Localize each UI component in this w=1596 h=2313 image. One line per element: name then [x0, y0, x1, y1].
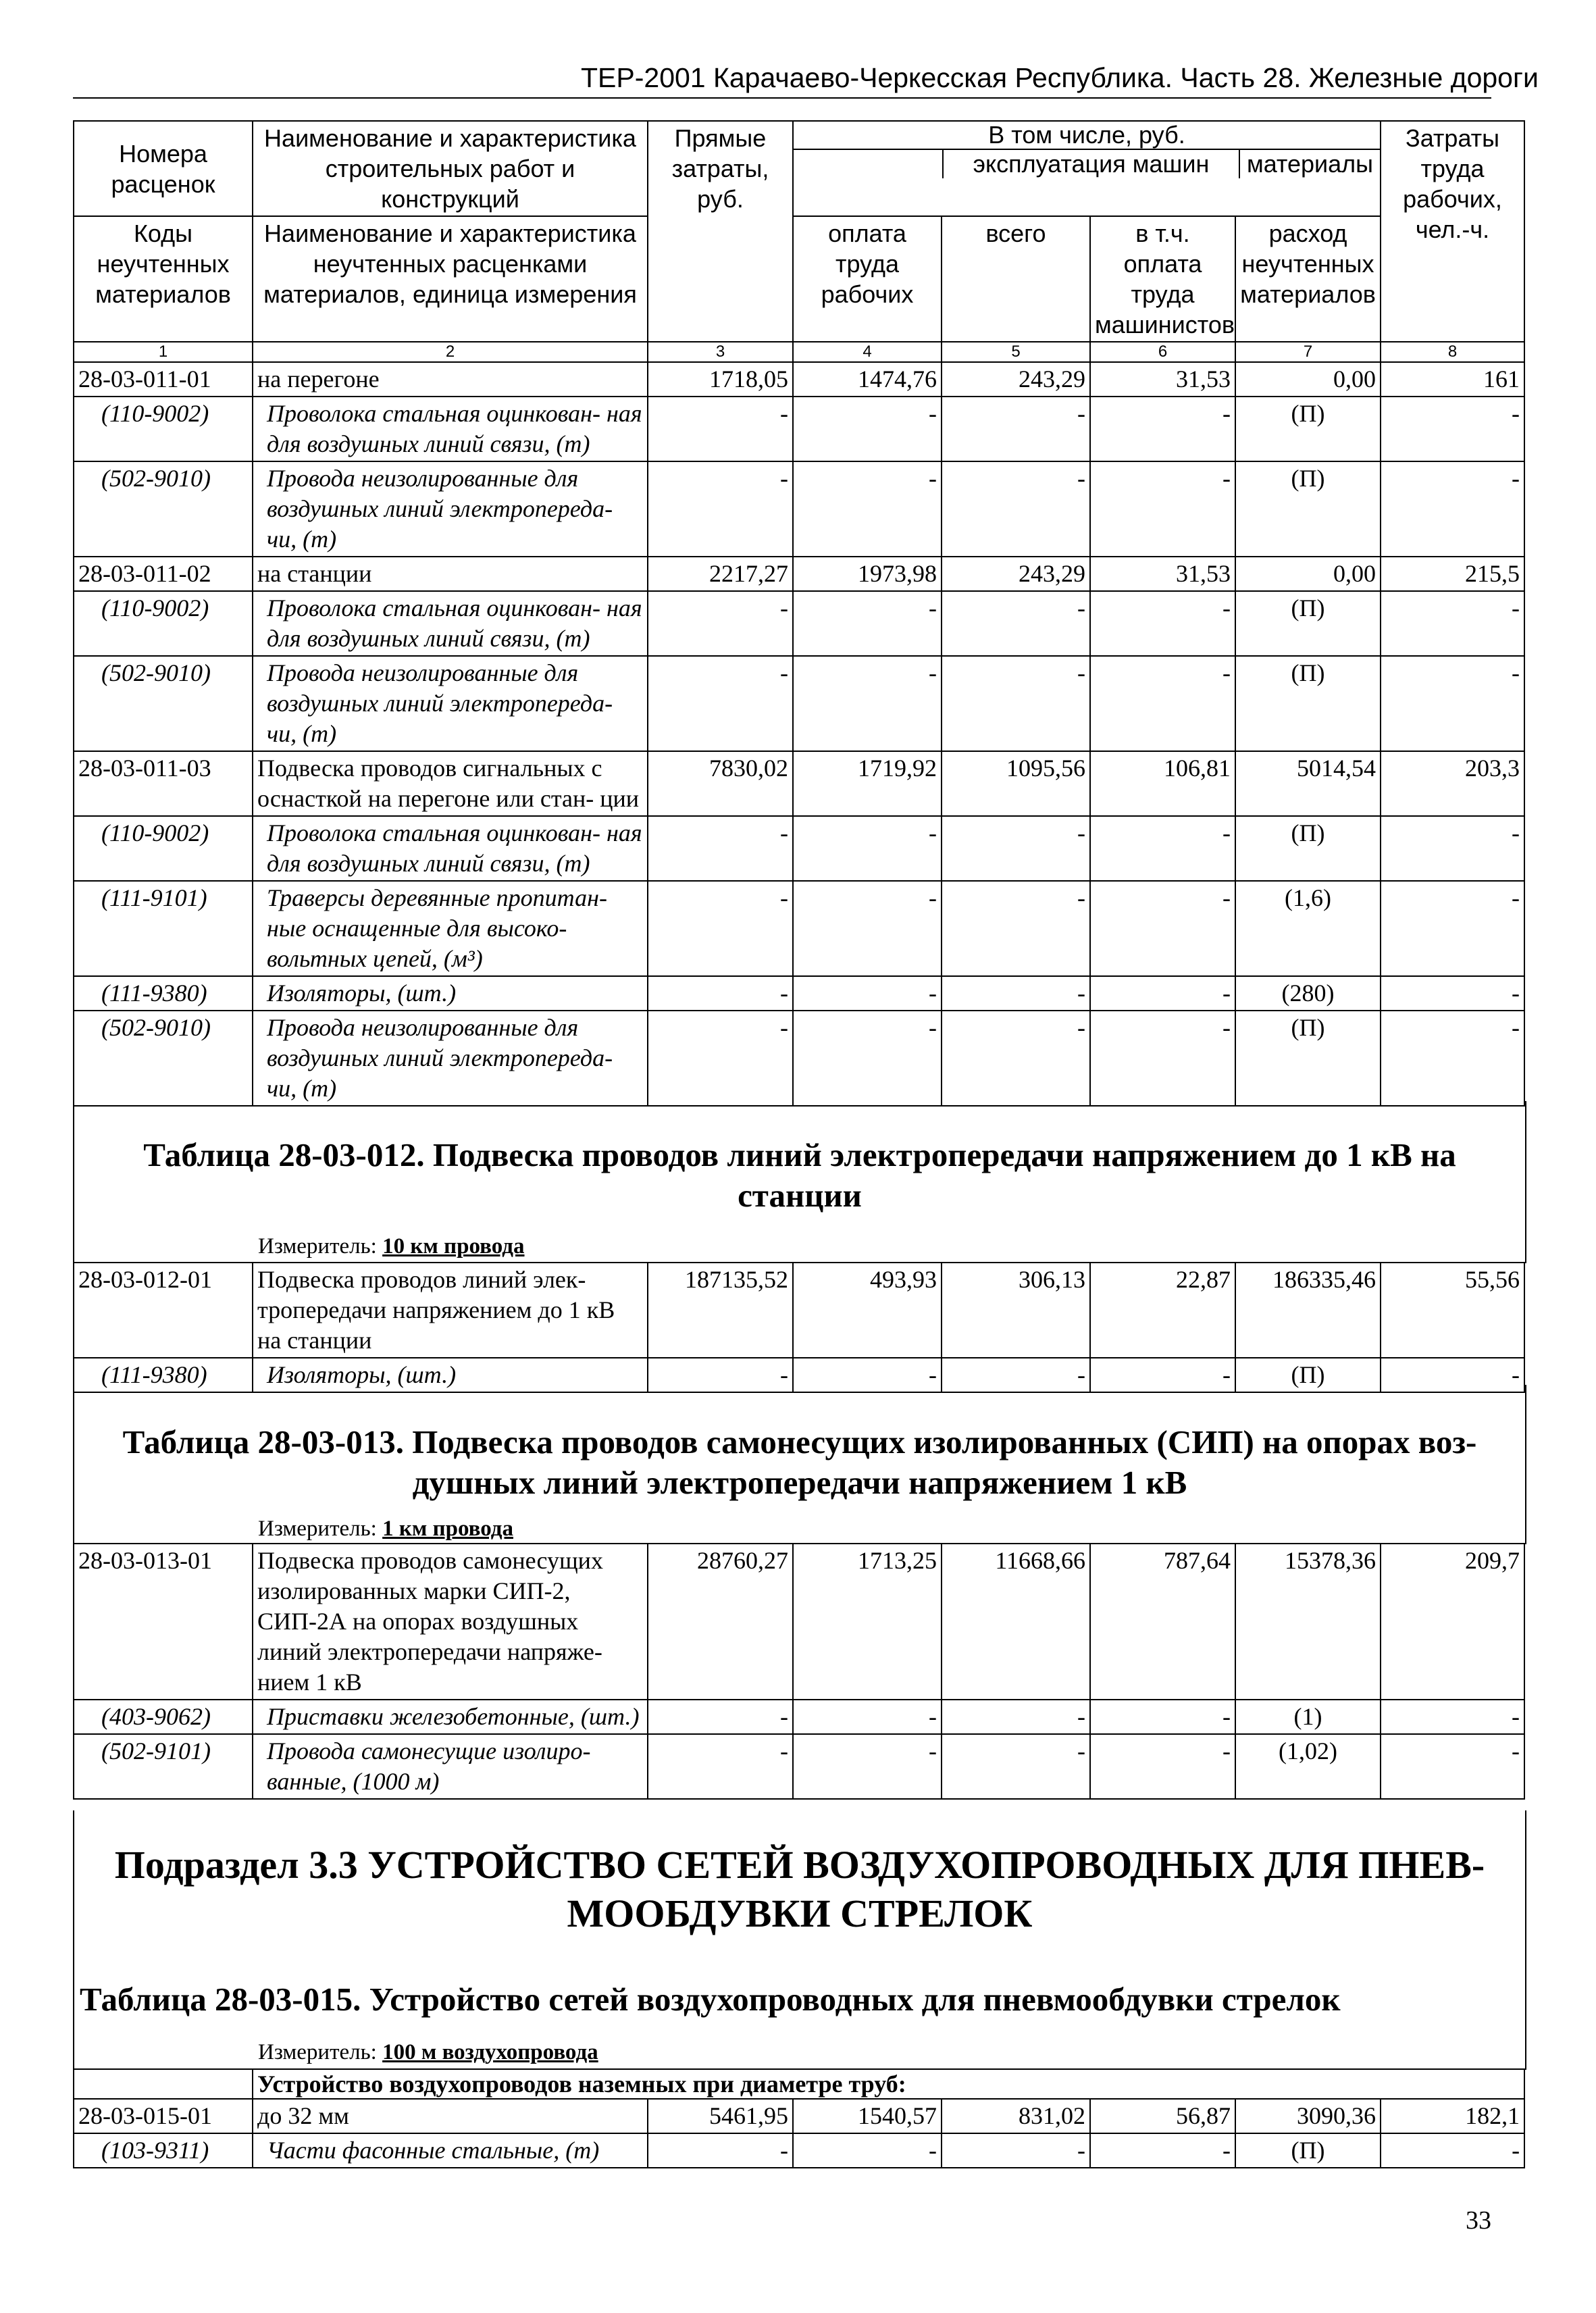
- rate-row: [74, 1544, 1524, 1700]
- material-code: (103-9311): [74, 2133, 253, 2168]
- material-row: [74, 816, 1524, 881]
- value-cell: 11668,66: [942, 1544, 1090, 1700]
- material-row: [74, 591, 1524, 656]
- col-header-material-consumption: расход неучтенных материалов: [1235, 216, 1381, 342]
- value-cell: -: [942, 1734, 1090, 1799]
- material-name: Траверсы деревянные пропитан- ные оснащенные для высоко- вольтных цепей, (м³): [253, 881, 648, 976]
- table-012-title: Таблица 28-03-012. Подвеска проводов линий электропередачи напряжением до 1 кВ на станции: [143, 1136, 1456, 1214]
- table-015: [73, 2068, 1524, 2168]
- value-cell: 1719,92: [793, 751, 942, 816]
- value-cell: -: [1090, 461, 1235, 557]
- col-number: 1: [74, 342, 253, 362]
- value-cell: -: [1090, 1734, 1235, 1799]
- value-cell: -: [793, 1011, 942, 1106]
- table-012-measure: [258, 1233, 524, 1260]
- value-cell: -: [648, 881, 793, 976]
- value-cell: -: [942, 816, 1090, 881]
- work-name: Подвеска проводов линий элек- тропередачи напряжением до 1 кВ на станции: [253, 1263, 648, 1358]
- value-cell: (П): [1235, 656, 1381, 751]
- col-header-wages: оплата труда рабочих: [793, 216, 942, 342]
- value-cell: 0,00: [1235, 557, 1381, 591]
- material-name: Проволока стальная оцинкован- ная для воздушных линий связи, (т): [253, 591, 648, 656]
- value-cell: -: [1090, 2133, 1235, 2168]
- value-cell: (1,02): [1235, 1734, 1381, 1799]
- value-cell: -: [1381, 816, 1524, 881]
- value-cell: -: [1381, 976, 1524, 1011]
- value-cell: -: [648, 1358, 793, 1392]
- work-name: Подвеска проводов сигнальных с оснасткой на перегоне или стан- ции: [253, 751, 648, 816]
- col-header-labor: Затраты труда рабочих, чел.-ч.: [1381, 121, 1524, 342]
- material-code: (502-9101): [74, 1734, 253, 1799]
- value-cell: 1095,56: [942, 751, 1090, 816]
- value-cell: -: [1381, 1700, 1524, 1734]
- col-header-machines: эксплуатация машин: [944, 150, 1240, 178]
- value-cell: (280): [1235, 976, 1381, 1011]
- measure-label: Измеритель:: [258, 1517, 377, 1541]
- value-cell: 203,3: [1381, 751, 1524, 816]
- value-cell: -: [793, 656, 942, 751]
- value-cell: -: [1381, 1011, 1524, 1106]
- rate-row: [74, 557, 1524, 591]
- material-name: Проволока стальная оцинкован- ная для воздушных линий связи, (т): [253, 397, 648, 461]
- rate-row: [74, 751, 1524, 816]
- material-name: Провода неизолированные для воздушных линий электропереда- чи, (т): [253, 461, 648, 557]
- work-name: на перегоне: [253, 362, 648, 397]
- material-row: [74, 2133, 1524, 2168]
- value-cell: (П): [1235, 1011, 1381, 1106]
- measure-label: Измеритель:: [258, 2040, 377, 2064]
- measure-value: 1 км провода: [382, 1517, 513, 1541]
- value-cell: 15378,36: [1235, 1544, 1381, 1700]
- value-cell: -: [648, 1734, 793, 1799]
- value-cell: 1713,25: [793, 1544, 942, 1700]
- value-cell: -: [793, 461, 942, 557]
- value-cell: 3090,36: [1235, 2099, 1381, 2133]
- material-code: (110-9002): [74, 397, 253, 461]
- value-cell: 306,13: [942, 1263, 1090, 1358]
- table-013-header: [73, 1385, 1526, 1544]
- value-cell: 243,29: [942, 362, 1090, 397]
- value-cell: 28760,27: [648, 1544, 793, 1700]
- material-code: (110-9002): [74, 816, 253, 881]
- value-cell: -: [942, 2133, 1090, 2168]
- material-code: (111-9380): [74, 976, 253, 1011]
- value-cell: -: [942, 397, 1090, 461]
- table-015-subheading: Устройство воздухопроводов наземных при диаметре труб:: [253, 2069, 1524, 2099]
- material-name: Провода неизолированные для воздушных линий электропереда- чи, (т): [253, 656, 648, 751]
- col-header-machines-total: всего: [942, 216, 1090, 342]
- value-cell: -: [1090, 1700, 1235, 1734]
- rate-code: 28-03-015-01: [74, 2099, 253, 2133]
- col-header-material-codes: Коды неучтенных материалов: [74, 216, 253, 342]
- table-013-measure: [258, 1515, 513, 1542]
- value-cell: 1973,98: [793, 557, 942, 591]
- subsection-block: [73, 1810, 1526, 2070]
- value-cell: 2217,27: [648, 557, 793, 591]
- material-code: (502-9010): [74, 461, 253, 557]
- value-cell: 186335,46: [1235, 1263, 1381, 1358]
- material-row: [74, 1011, 1524, 1106]
- value-cell: -: [1381, 461, 1524, 557]
- value-cell: (1,6): [1235, 881, 1381, 976]
- value-cell: -: [648, 1011, 793, 1106]
- value-cell: -: [942, 591, 1090, 656]
- col-number: 3: [648, 342, 793, 362]
- value-cell: -: [942, 1011, 1090, 1106]
- value-cell: -: [793, 976, 942, 1011]
- material-code: (502-9010): [74, 656, 253, 751]
- col-header-number: Номера расценок: [74, 121, 253, 216]
- value-cell: -: [1090, 397, 1235, 461]
- col-header-direct-costs: Прямые затраты, руб.: [648, 121, 793, 342]
- value-cell: -: [1090, 656, 1235, 751]
- value-cell: -: [793, 816, 942, 881]
- work-name: Подвеска проводов самонесущих изолированных марки СИП-2, СИП-2А на опорах воздушных линий электропередачи напряже- нием 1 кВ: [253, 1544, 648, 1700]
- col-number: 7: [1235, 342, 1381, 362]
- value-cell: -: [1090, 591, 1235, 656]
- value-cell: -: [648, 816, 793, 881]
- table-013-title: Таблица 28-03-013. Подвеска проводов самонесущих изолированных (СИП) на опорах воз- душных линий электропередачи напряжением 1 кВ: [122, 1423, 1477, 1501]
- value-cell: 31,53: [1090, 557, 1235, 591]
- material-code: (110-9002): [74, 591, 253, 656]
- measure-value: 10 км провода: [382, 1234, 525, 1259]
- value-cell: 55,56: [1381, 1263, 1524, 1358]
- value-cell: -: [648, 976, 793, 1011]
- material-name: Провода неизолированные для воздушных линий электропереда- чи, (т): [253, 1011, 648, 1106]
- value-cell: 1540,57: [793, 2099, 942, 2133]
- table-012-header: [73, 1101, 1526, 1263]
- value-cell: (1): [1235, 1700, 1381, 1734]
- table-015-measure: [258, 2039, 598, 2066]
- value-cell: -: [648, 461, 793, 557]
- material-code: (111-9380): [74, 1358, 253, 1392]
- value-cell: -: [1381, 2133, 1524, 2168]
- value-cell: -: [648, 656, 793, 751]
- material-row: [74, 1734, 1524, 1799]
- material-name: Изоляторы, (шт.): [253, 976, 648, 1011]
- rate-row: [74, 2099, 1524, 2133]
- value-cell: (П): [1235, 1358, 1381, 1392]
- value-cell: -: [1381, 881, 1524, 976]
- value-cell: -: [648, 397, 793, 461]
- material-code: (403-9062): [74, 1700, 253, 1734]
- material-row: [74, 397, 1524, 461]
- material-name: Провода самонесущие изолиро- ванные, (1000 м): [253, 1734, 648, 1799]
- value-cell: 243,29: [942, 557, 1090, 591]
- value-cell: -: [1381, 397, 1524, 461]
- value-cell: -: [648, 2133, 793, 2168]
- value-cell: -: [793, 591, 942, 656]
- value-cell: 493,93: [793, 1263, 942, 1358]
- material-code: (111-9101): [74, 881, 253, 976]
- value-cell: 31,53: [1090, 362, 1235, 397]
- value-cell: -: [1090, 1358, 1235, 1392]
- value-cell: 7830,02: [648, 751, 793, 816]
- col-number: 6: [1090, 342, 1235, 362]
- col-header-operators-wages: в т.ч. оплата труда машинистов: [1090, 216, 1235, 342]
- col-number: 4: [793, 342, 942, 362]
- value-cell: 787,64: [1090, 1544, 1235, 1700]
- value-cell: 209,7: [1381, 1544, 1524, 1700]
- subsection-title: Подраздел 3.3 УСТРОЙСТВО СЕТЕЙ ВОЗДУХОПРОВОДНЫХ ДЛЯ ПНЕВ- МООБДУВКИ СТРЕЛОК: [114, 1843, 1485, 1935]
- material-name: Части фасонные стальные, (т): [253, 2133, 648, 2168]
- value-cell: -: [942, 1700, 1090, 1734]
- material-row: [74, 881, 1524, 976]
- value-cell: -: [648, 1700, 793, 1734]
- material-row: [74, 656, 1524, 751]
- material-row: [74, 976, 1524, 1011]
- value-cell: -: [1090, 1011, 1235, 1106]
- value-cell: -: [793, 1358, 942, 1392]
- rate-code: 28-03-011-01: [74, 362, 253, 397]
- value-cell: -: [793, 397, 942, 461]
- material-name: Приставки железобетонные, (шт.): [253, 1700, 648, 1734]
- value-cell: -: [793, 881, 942, 976]
- measure-label: Измеритель:: [258, 1234, 377, 1259]
- value-cell: -: [1381, 1358, 1524, 1392]
- value-cell: (П): [1235, 591, 1381, 656]
- value-cell: -: [942, 881, 1090, 976]
- value-cell: -: [1090, 816, 1235, 881]
- value-cell: -: [1381, 591, 1524, 656]
- col-header-group: В том числе, руб.: [794, 122, 1380, 150]
- material-code: (502-9010): [74, 1011, 253, 1106]
- col-header-work-name: Наименование и характеристика строительных работ и конструкций: [253, 121, 648, 216]
- rate-code: 28-03-011-02: [74, 557, 253, 591]
- table-012: [73, 1262, 1524, 1393]
- col-header-material-name: Наименование и характеристика неучтенных расценками материалов, единица измерения: [253, 216, 648, 342]
- value-cell: -: [1381, 1734, 1524, 1799]
- material-name: Изоляторы, (шт.): [253, 1358, 648, 1392]
- value-cell: (П): [1235, 461, 1381, 557]
- value-cell: -: [1090, 881, 1235, 976]
- value-cell: 106,81: [1090, 751, 1235, 816]
- value-cell: (П): [1235, 816, 1381, 881]
- table-013: [73, 1543, 1524, 1800]
- value-cell: -: [1090, 976, 1235, 1011]
- rate-code: 28-03-011-03: [74, 751, 253, 816]
- value-cell: 5014,54: [1235, 751, 1381, 816]
- measure-value: 100 м воздухопровода: [382, 2040, 598, 2064]
- value-cell: -: [793, 1700, 942, 1734]
- table-011: [73, 120, 1524, 1107]
- value-cell: 5461,95: [648, 2099, 793, 2133]
- value-cell: -: [942, 976, 1090, 1011]
- value-cell: -: [793, 1734, 942, 1799]
- value-cell: 0,00: [1235, 362, 1381, 397]
- rate-row: [74, 1263, 1524, 1358]
- col-number: 8: [1381, 342, 1524, 362]
- value-cell: -: [942, 1358, 1090, 1392]
- work-name: на станции: [253, 557, 648, 591]
- rate-code: 28-03-013-01: [74, 1544, 253, 1700]
- value-cell: (П): [1235, 397, 1381, 461]
- value-cell: 1474,76: [793, 362, 942, 397]
- rate-row: [74, 362, 1524, 397]
- value-cell: 182,1: [1381, 2099, 1524, 2133]
- value-cell: 1718,05: [648, 362, 793, 397]
- value-cell: -: [793, 2133, 942, 2168]
- value-cell: 22,87: [1090, 1263, 1235, 1358]
- value-cell: -: [1381, 656, 1524, 751]
- work-name: до 32 мм: [253, 2099, 648, 2133]
- value-cell: (П): [1235, 2133, 1381, 2168]
- value-cell: 831,02: [942, 2099, 1090, 2133]
- value-cell: -: [942, 656, 1090, 751]
- col-header-materials: материалы: [1246, 150, 1374, 178]
- page-header: ТЕР-2001 Карачаево-Черкесская Республика. Часть 28. Железные дороги: [581, 62, 1539, 93]
- col-number: 2: [253, 342, 648, 362]
- value-cell: 56,87: [1090, 2099, 1235, 2133]
- value-cell: -: [942, 461, 1090, 557]
- value-cell: -: [648, 591, 793, 656]
- material-row: [74, 461, 1524, 557]
- table-015-title: Таблица 28-03-015. Устройство сетей воздухопроводных для пневмообдувки стрелок: [80, 1981, 1341, 2018]
- material-row: [74, 1700, 1524, 1734]
- material-name: Проволока стальная оцинкован- ная для воздушных линий связи, (т): [253, 816, 648, 881]
- value-cell: 215,5: [1381, 557, 1524, 591]
- page-number: 33: [1466, 2206, 1491, 2235]
- rate-code: 28-03-012-01: [74, 1263, 253, 1358]
- col-number: 5: [942, 342, 1090, 362]
- value-cell: 187135,52: [648, 1263, 793, 1358]
- header-rule: [73, 97, 1491, 99]
- value-cell: 161: [1381, 362, 1524, 397]
